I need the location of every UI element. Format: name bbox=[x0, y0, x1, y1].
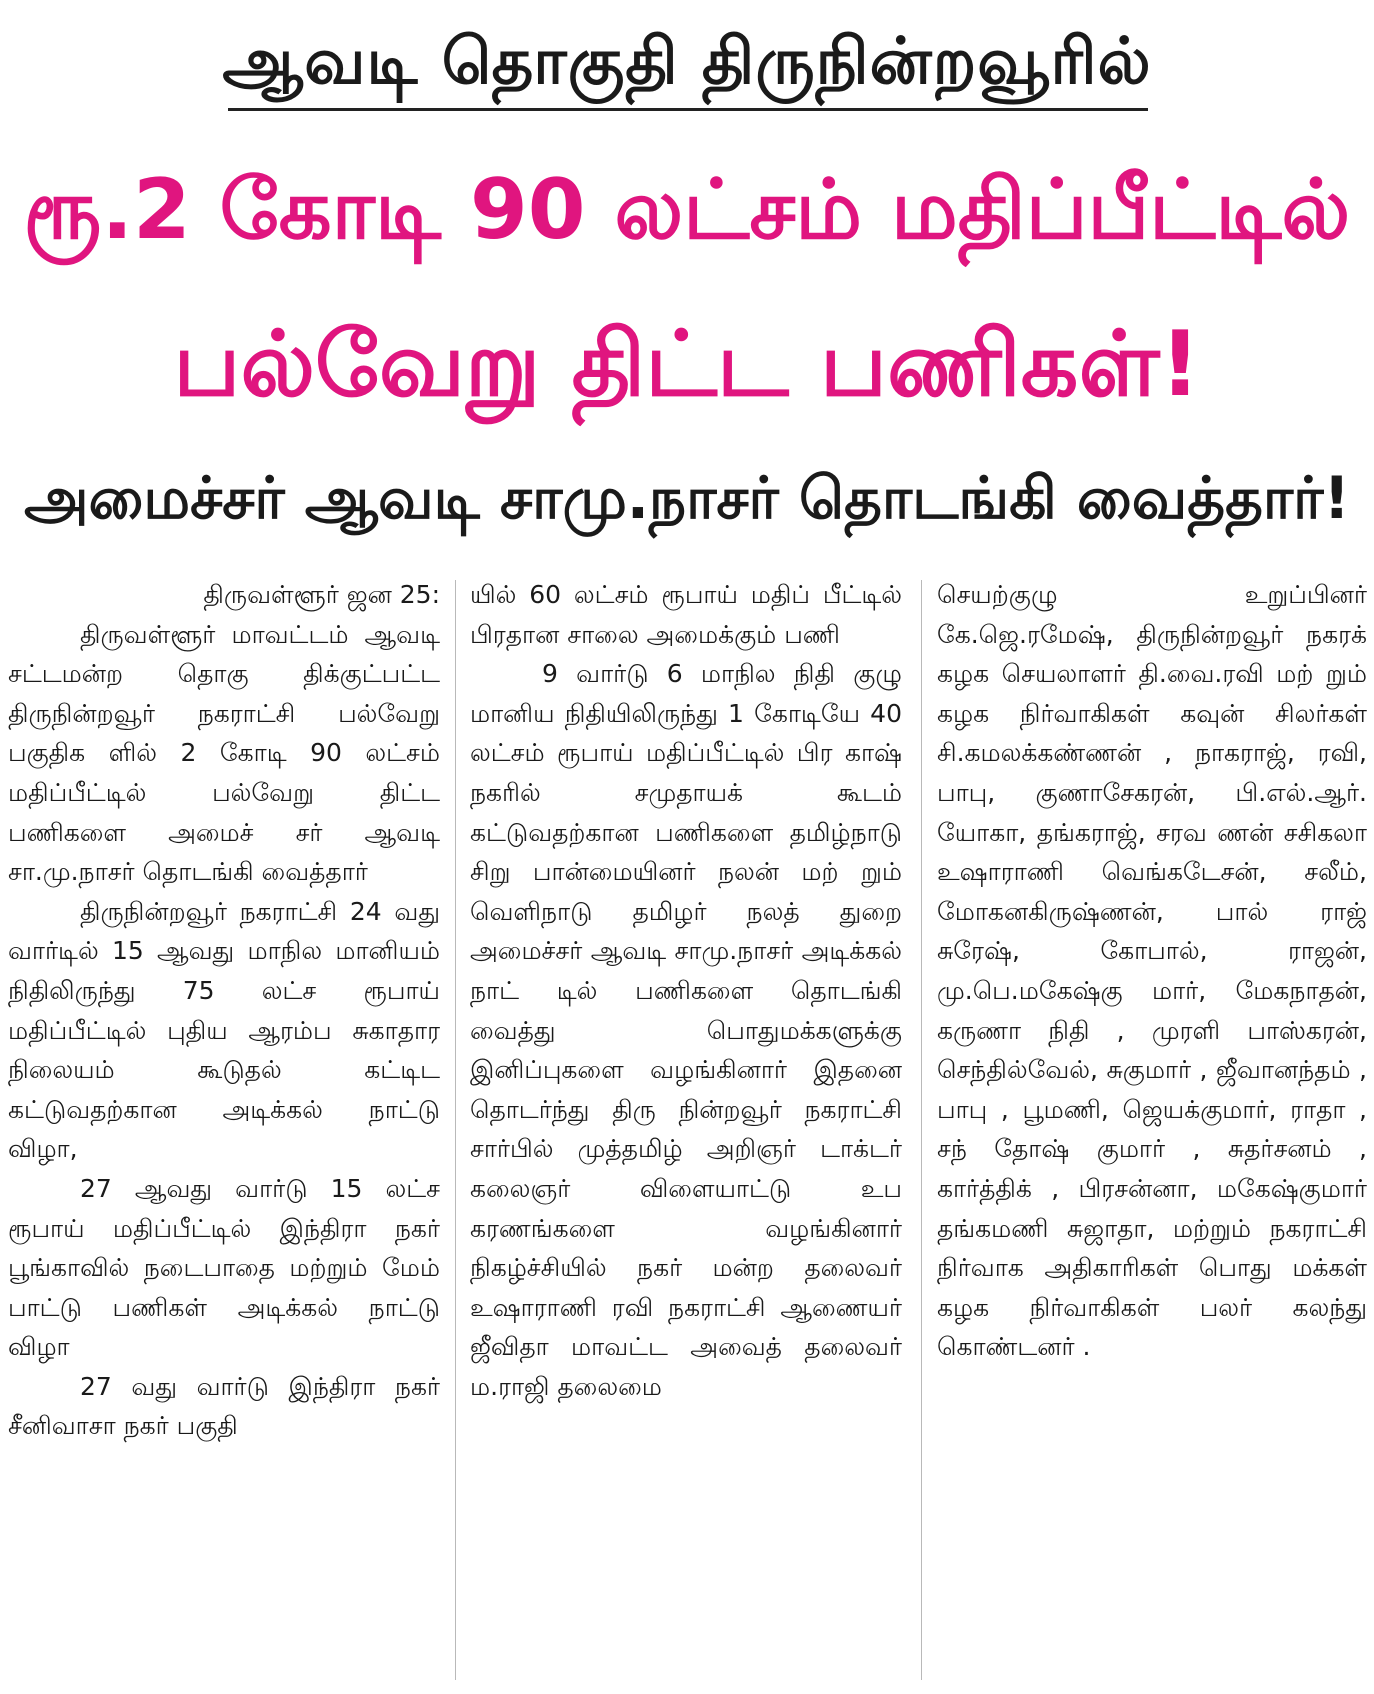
article-paragraph: 9 வார்டு 6 மாநில நிதி குழு மானிய நிதியிலிருந்து 1 கோடியே 40 லட்சம் ரூபாய் மதிப்பீட்டில் பிர காஷ் நகரில் சமுதாயக் கூடம் கட்டுவதற்கான பணிகளை தமிழ்நாடு சிறு பான்மையினர் நலன் மற் றும் வெளிநாடு தமிழர் நலத் துறை அமைச்சர் ஆவடி சாமு.நாசர் அடிக்கல் நாட் டில் பணிகளை தொடங்கி வைத்து பொதுமக்களுக்கு இனிப்புகளை வழங்கினார் இதனை தொடர்ந்து திரு நின்றவூர் நகராட்சி சார்பில் முத்தமிழ் அறிஞர் டாக்டர் கலைஞர் விளையாட்டு உப கரணங்களை வழங்கினார் நிகழ்ச்சியில் நகர் மன்ற தலைவர் உஷாராணி ரவி நகராட்சி ஆணையர் ஜீவிதா மாவட்ட அவைத் தலைவர் ம.ராஜி தலைமை bbox=[470, 659, 902, 1401]
column-divider bbox=[455, 580, 456, 1680]
article-paragraph: யில் 60 லட்சம் ரூபாய் மதிப் பீட்டில் பிரதான சாலை அமைக்கும் பணி bbox=[470, 580, 902, 649]
article-column-1 bbox=[8, 575, 440, 1690]
article-column-2 bbox=[470, 575, 902, 1690]
article-paragraph: 27 வது வார்டு இந்திரா நகர் சீனிவாசா நகர் பகுதி bbox=[8, 1371, 440, 1441]
article-paragraph: திருநின்றவூர் நகராட்சி 24 வது வார்டில் 15 ஆவது மாநில மானியம் நிதிலிருந்து 75 லட்ச ரூபாய் மதிப்பீட்டில் புதிய ஆரம்ப சுகாதார நிலையம் கூடுதல் கட்டிட கட்டுவதற்கான அடிக்கல் நாட்டு விழா, bbox=[8, 896, 440, 1164]
kicker-headline: ஆவடி தொகுதி திருநின்றவூரில் bbox=[222, 25, 1152, 99]
subheadline: அமைச்சர் ஆவடி சாமு.நாசர் தொடங்கி வைத்தார்! bbox=[24, 464, 1350, 532]
column-divider bbox=[921, 580, 922, 1680]
article-column-3 bbox=[937, 575, 1367, 1690]
article-paragraph: திருவள்ளூர் மாவட்டம் ஆவடி சட்டமன்ற தொகு திக்குட்பட்ட திருநின்றவூர் நகராட்சி பல்வேறு பகுதிக ளில் 2 கோடி 90 லட்சம் மதிப்பீட்டில் பல்வேறு திட்ட பணிகளை அமைச் சர் ஆவடி சா.மு.நாசர் தொடங்கி வைத்தார் bbox=[8, 619, 440, 887]
main-headline-line-1: ரூ.2 கோடி 90 லட்சம் மதிப்பீட்டில் bbox=[23, 161, 1351, 258]
article-paragraph: செயற்குழு உறுப்பினர் கே.ஜெ.ரமேஷ், திருநின்றவூர் நகரக் கழக செயலாளர் தி.வை.ரவி மற் றும் கழக நிர்வாகிகள் கவுன் சிலர்கள் சி.கமலக்கண்ணன் , நாகராஜ், ரவி, பாபு, குணாசேகரன், பி.எல்.ஆர். யோகா, தங்கராஜ், சரவ ணன் சசிகலா உஷாராணி வெங்கடேசன், சலீம், மோகனகிருஷ்ணன், பால் ராஜ் சுரேஷ், கோபால், ராஜன், மு.பெ.மகேஷ்கு மார், மேகநாதன், கருணா நிதி , முரளி பாஸ்கரன், செந்தில்வேல், சுகுமார் , ஜீவானந்தம் , பாபு , பூமணி, ஜெயக்குமார், ராதா , சந் தோஷ் குமார் , சுதர்சனம் , கார்த்திக் , பிரசன்னா, மகேஷ்குமார் தங்கமணி சுஜாதா, மற்றும் நகராட்சி நிர்வாக அதிகாரிகள் பொது மக்கள் கழக நிர்வாகிகள் பலர் கலந்து கொண்டனர் . bbox=[937, 580, 1367, 1362]
dateline: திருவள்ளூர் ஜன 25: bbox=[203, 580, 440, 609]
article-paragraph: 27 ஆவது வார்டு 15 லட்ச ரூபாய் மதிப்பீட்டில் இந்திரா நகர் பூங்காவில் நடைபாதை மற்றும் மேம் பாட்டு பணிகள் அடிக்கல் நாட்டு விழா bbox=[8, 1173, 440, 1362]
kicker-underline bbox=[228, 108, 1148, 111]
main-headline-line-2: பல்வேறு திட்ட பணிகள்! bbox=[173, 312, 1201, 417]
